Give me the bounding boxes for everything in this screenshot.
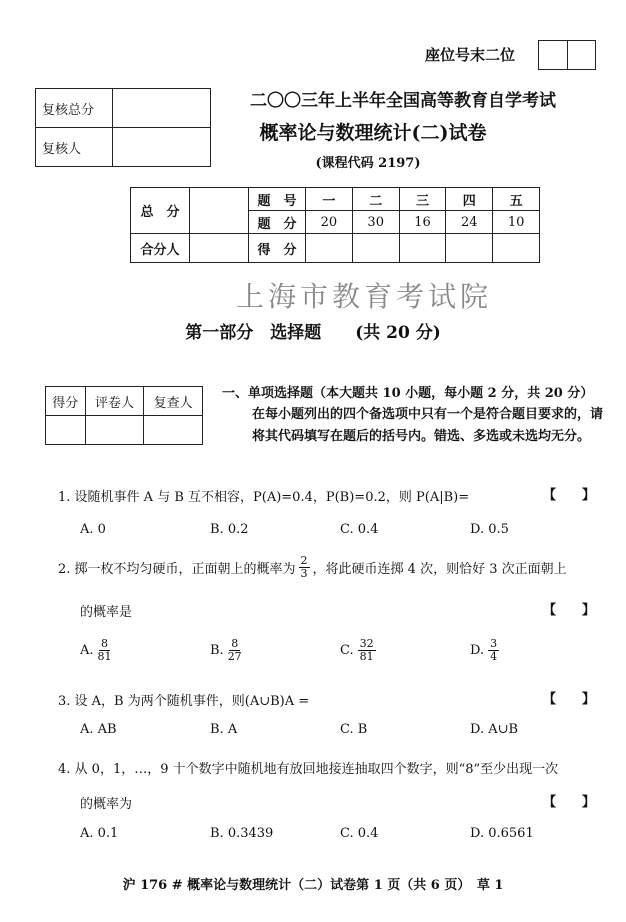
seat-number-label: 座位号末二位	[425, 46, 516, 64]
answer-bracket[interactable]: 【 】	[543, 795, 596, 810]
option-b	[210, 638, 242, 663]
question-number: 四	[446, 188, 493, 211]
total-score-cell[interactable]	[190, 188, 249, 234]
option-d: D. A∪B	[470, 722, 519, 737]
question-2-text	[58, 555, 567, 580]
grader-label: 评卷人	[85, 387, 144, 416]
option-a: A. AB	[80, 722, 117, 737]
question-number: 五	[493, 188, 540, 211]
question-points: 16	[399, 211, 446, 234]
question-points: 30	[352, 211, 399, 234]
score-table	[130, 187, 540, 263]
question-4-text: 4. 从 0，1，…，9 十个数字中随机地有放回地接连抽取四个数字，则“8”至少出现一次	[58, 762, 559, 777]
question-2-text-b: ，将此硬币连掷 4 次，则恰好 3 次正面朝上	[312, 562, 567, 577]
fraction-denominator: 4	[490, 650, 498, 663]
obtained-score-cell[interactable]	[352, 234, 399, 263]
paper-title: 概率论与数理统计(二)试卷	[259, 122, 487, 144]
fraction	[488, 638, 499, 663]
option-c: C. 0.4	[340, 826, 379, 841]
fraction	[98, 638, 112, 663]
option-a: A. 0	[80, 522, 106, 537]
question-number-label: 题 号	[249, 188, 306, 211]
obtained-score-cell[interactable]	[493, 234, 540, 263]
fraction	[358, 638, 376, 663]
question-number: 三	[399, 188, 446, 211]
question-2-text-a: 2. 掷一枚不均匀硬币，正面朝上的概率为	[58, 562, 296, 577]
option-a	[80, 638, 112, 663]
obtained-score-cell[interactable]	[306, 234, 353, 263]
option-label: D.	[470, 643, 485, 658]
grader-label: 复查人	[144, 387, 203, 416]
option-label: A.	[80, 643, 94, 658]
seat-number-box[interactable]	[538, 40, 596, 70]
question-number: 二	[352, 188, 399, 211]
question-points: 24	[446, 211, 493, 234]
scorer-cell[interactable]	[190, 234, 249, 263]
question-points: 20	[306, 211, 353, 234]
question-4-line2: 的概率为	[80, 797, 133, 812]
option-b: B. 0.2	[210, 522, 249, 537]
option-c: C. B	[340, 722, 368, 737]
fraction-denominator: 27	[227, 650, 242, 663]
option-label: B.	[210, 643, 224, 658]
course-code: (课程代码 2197)	[315, 156, 421, 171]
subsection-instructions: 在每小题列出的四个备选项中只有一个是符合题目要求的，请将其代码填写在题后的括号内。错选、多选或未选均无分。	[252, 407, 604, 444]
question-points: 10	[493, 211, 540, 234]
fraction-denominator: 81	[359, 650, 374, 663]
exam-title: 二〇〇三年上半年全国高等教育自学考试	[250, 91, 556, 111]
obtained-score-label: 得 分	[249, 234, 306, 263]
subsection-title: 一、单项选择题（本大题共 10 小题，每小题 2 分，共 20 分）	[222, 386, 594, 401]
grader-cell[interactable]	[46, 416, 86, 445]
total-score-label: 总 分	[131, 188, 190, 234]
grader-cell[interactable]	[85, 416, 144, 445]
obtained-score-cell[interactable]	[399, 234, 446, 263]
question-number: 一	[306, 188, 353, 211]
scorer-label: 合分人	[131, 234, 190, 263]
seat-digit-cell[interactable]	[539, 41, 568, 69]
question-2-line2: 的概率是	[80, 605, 133, 620]
page-footer: 沪 176 # 概率论与数理统计（二）试卷第 1 页（共 6 页） 草 1	[122, 878, 504, 893]
fraction	[228, 638, 242, 663]
option-d	[470, 638, 499, 663]
fraction-numerator: 2	[300, 554, 308, 567]
option-d: D. 0.6561	[470, 826, 534, 841]
obtained-score-cell[interactable]	[446, 234, 493, 263]
fraction-numerator: 8	[101, 637, 109, 650]
question-1-text: 1. 设随机事件 A 与 B 互不相容，P(A)=0.4，P(B)=0.2，则 P(A|B)=	[58, 490, 470, 505]
fraction-denominator: 3	[300, 567, 308, 580]
section-title: 第一部分 选择题 (共 20 分)	[185, 323, 441, 343]
option-b: B. 0.3439	[210, 826, 274, 841]
fraction-numerator: 32	[359, 637, 374, 650]
option-label: C.	[340, 643, 354, 658]
answer-bracket[interactable]: 【 】	[543, 603, 596, 618]
option-b: B. A	[210, 722, 238, 737]
answer-bracket[interactable]: 【 】	[543, 488, 596, 503]
fraction-numerator: 8	[231, 637, 239, 650]
fraction-numerator: 3	[490, 637, 498, 650]
question-points-label: 题 分	[249, 211, 306, 234]
institution-stamp: 上海市教育考试院	[236, 280, 493, 313]
option-c: C. 0.4	[340, 522, 379, 537]
fraction-denominator: 81	[97, 650, 112, 663]
fraction	[299, 555, 310, 580]
grader-table	[45, 386, 203, 445]
option-d: D. 0.5	[470, 522, 509, 537]
option-a: A. 0.1	[80, 826, 119, 841]
question-3-text: 3. 设 A，B 为两个随机事件，则(A∪B)A =	[58, 694, 310, 709]
answer-bracket[interactable]: 【 】	[543, 692, 596, 707]
grader-label: 得分	[46, 387, 86, 416]
option-c	[340, 638, 376, 663]
reviewer-label: 复核人	[36, 128, 113, 167]
review-total-label: 复核总分	[36, 89, 113, 128]
seat-digit-cell[interactable]	[568, 41, 596, 69]
grader-cell[interactable]	[144, 416, 203, 445]
